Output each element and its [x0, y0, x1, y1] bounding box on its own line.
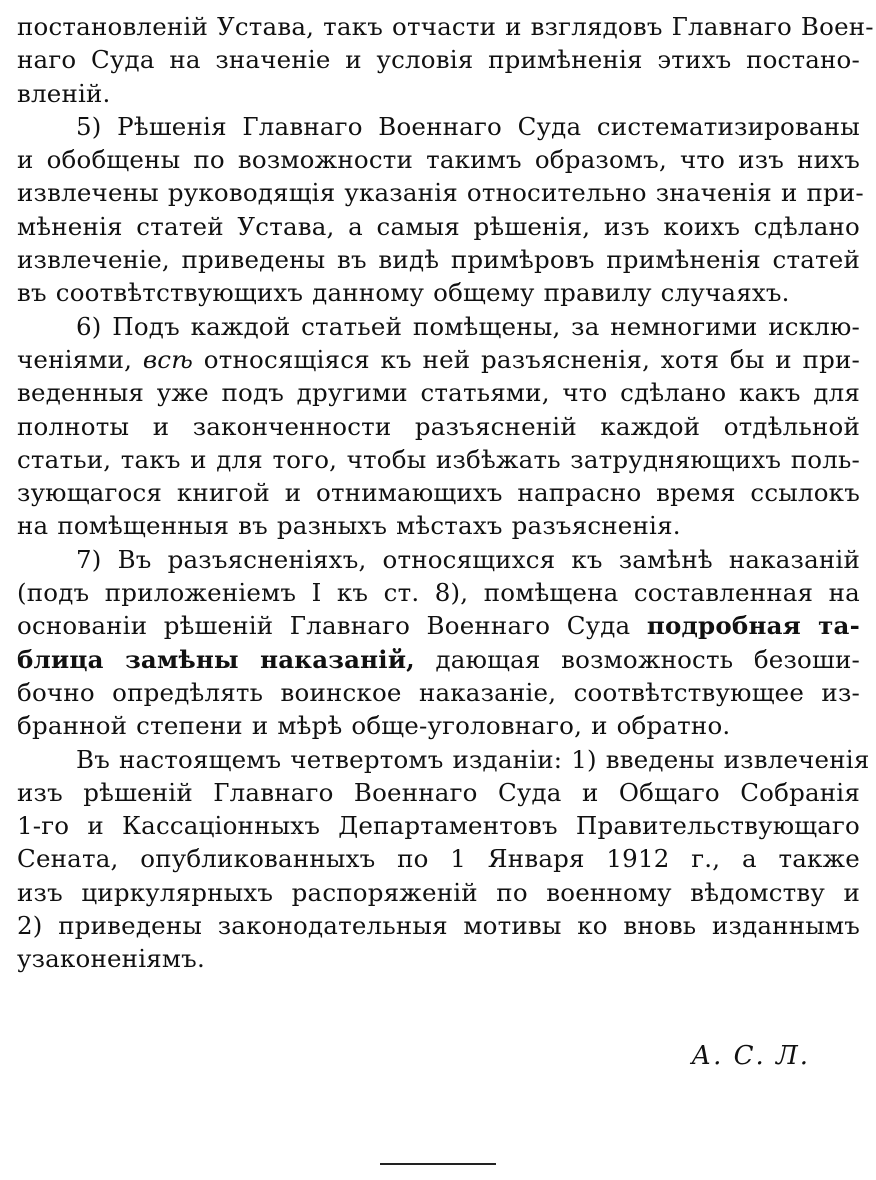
closing-rule-divider	[380, 1163, 496, 1165]
text-line: изъ циркулярныхъ распоряженій по военному вѣдомству и	[17, 877, 860, 907]
text-line	[17, 343, 860, 376]
paragraph-5-first-line: 5) Рѣшенія Главнаго Военнаго Суда систематизированы	[76, 111, 860, 141]
text-line: полноты и законченности разъясненій каждой отдѣльной	[17, 411, 860, 441]
text-line: извлечены руководящія указанія относительно значенія и при-	[17, 178, 864, 208]
text-line: (подъ приложеніемъ I къ ст. 8), помѣщена составленная на	[17, 578, 860, 608]
author-signature: А. С. Л.	[691, 1041, 810, 1071]
text-segment: относящіяся къ ней разъясненія, хотя бы и при-	[203, 344, 860, 374]
text-line: постановленій Устава, такъ отчасти и взглядовъ Главнаго Воен-	[17, 12, 874, 41]
text-line: веденныя уже подъ другими статьями, что сдѣлано какъ для	[17, 378, 860, 408]
text-line: зующагося книгой и отнимающихъ напрасно время ссылокъ	[17, 478, 860, 508]
text-segment: дающая возможность безоши-	[435, 644, 860, 674]
text-line: и обобщены по возможности такимъ образомъ, что изъ нихъ	[17, 145, 860, 175]
paragraph-edition-first-line: Въ настоящемъ четвертомъ изданіи: 1) введены извлеченія	[76, 744, 870, 774]
text-line	[17, 643, 860, 676]
text-line	[17, 609, 860, 642]
text-line: мѣненія статей Устава, а самыя рѣшенія, изъ коихъ сдѣлано	[17, 211, 860, 241]
text-line: наго Суда на значеніе и условія примѣненія этихъ постано-	[17, 45, 860, 75]
text-line: извлеченіе, приведены въ видѣ примѣровъ примѣненія статей	[17, 245, 860, 275]
bold-emphasis: блица замѣны наказаній,	[17, 644, 415, 674]
italic-emphasis: всѣ	[142, 344, 194, 374]
text-line: 1-го и Кассаціонныхъ Департаментовъ Правительствующаго	[17, 811, 860, 841]
paragraph-7-first-line: 7) Въ разъясненіяхъ, относящихся къ замѣнѣ наказаній	[76, 544, 860, 574]
text-segment: основаніи рѣшеній Главнаго Военнаго Суда	[17, 611, 631, 641]
document-body	[17, 10, 874, 976]
bold-emphasis: подробная та-	[646, 611, 860, 641]
paragraph-6-first-line: 6) Подъ каждой статьей помѣщены, за немногими исклю-	[76, 311, 860, 341]
text-line: статьи, такъ и для того, чтобы избѣжать затрудняющихъ поль-	[17, 444, 860, 474]
text-line: 2) приведены законодательныя мотивы ко вновь изданнымъ	[17, 911, 860, 941]
text-line: на помѣщенныя въ разныхъ мѣстахъ разъясненія.	[17, 511, 681, 541]
text-line: бранной степени и мѣрѣ обще-уголовнаго, и обратно.	[17, 711, 731, 741]
text-line: въ соотвѣтствующихъ данному общему правилу случаяхъ.	[17, 278, 790, 308]
text-line: изъ рѣшеній Главнаго Военнаго Суда и Общаго Собранія	[17, 777, 860, 807]
text-line: вленій.	[17, 78, 111, 108]
text-line: Сената, опубликованныхъ по 1 Января 1912 г., а также	[17, 844, 860, 874]
text-segment: ченіями,	[17, 344, 133, 374]
text-line: узаконеніямъ.	[17, 944, 205, 974]
text-line: бочно опредѣлять воинское наказаніе, соотвѣтствующее из-	[17, 677, 860, 707]
